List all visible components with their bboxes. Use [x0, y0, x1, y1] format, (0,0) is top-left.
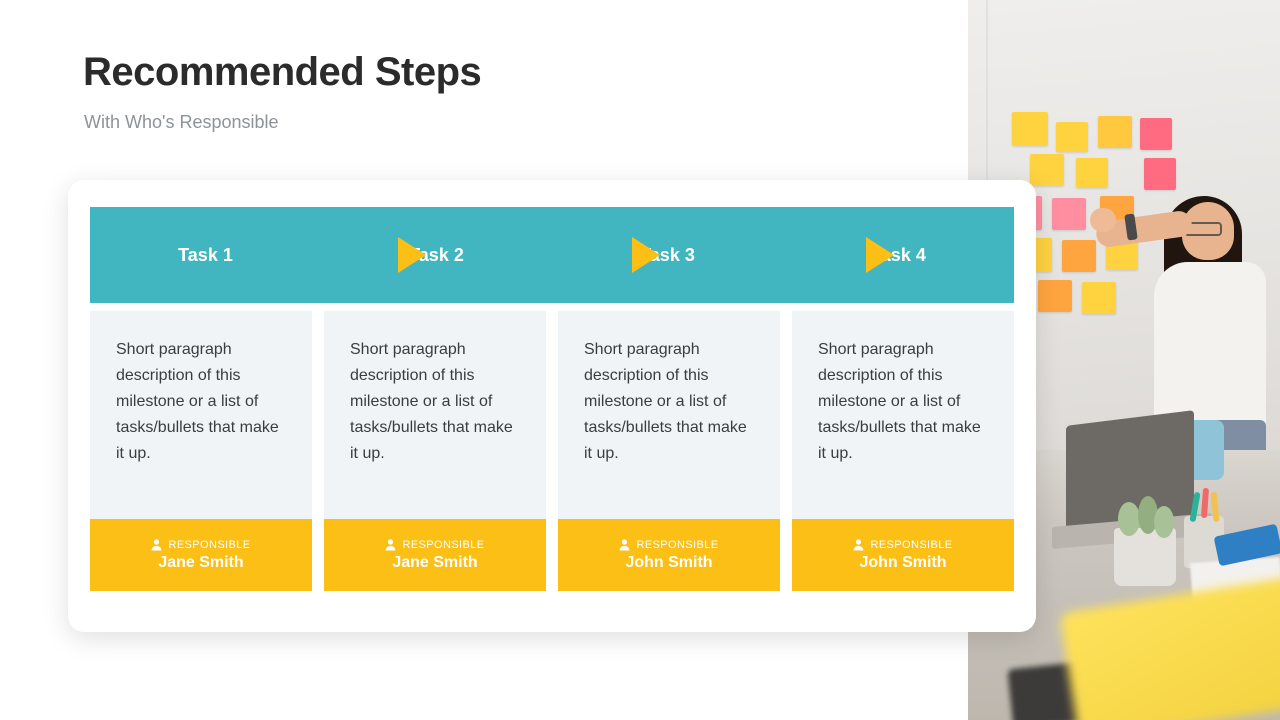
person-hand	[1090, 208, 1116, 232]
task-header-3: Task 3	[640, 244, 695, 265]
arrow-right-icon	[632, 237, 660, 273]
sticky-note	[1062, 240, 1096, 272]
step-description-1: Short paragraph description of this milestone or a list of tasks/bullets that make it up.	[90, 311, 312, 519]
responsible-header-3	[619, 539, 718, 551]
step-column-1	[90, 311, 312, 591]
sticky-note	[1082, 282, 1116, 314]
task-header-4: Task 4	[871, 244, 926, 265]
arrow-right-icon	[866, 237, 894, 273]
person-icon	[151, 539, 162, 551]
arrow-right-icon	[398, 237, 426, 273]
task-header-2: Task 2	[409, 244, 464, 265]
responsible-name-4: John Smith	[859, 553, 947, 571]
plant-leaf	[1118, 502, 1140, 536]
step-column-2	[324, 311, 546, 591]
step-column-3	[558, 311, 780, 591]
responsible-header-2	[385, 539, 484, 551]
task-header-band	[90, 207, 1014, 303]
sticky-note	[1076, 158, 1108, 188]
page-title: Recommended Steps	[83, 50, 482, 94]
responsible-label-2: RESPONSIBLE	[402, 538, 485, 551]
responsible-name-3: John Smith	[625, 553, 713, 571]
step-description-3: Short paragraph description of this milestone or a list of tasks/bullets that make it up.	[558, 311, 780, 519]
sticky-note	[1030, 154, 1064, 186]
steps-card	[68, 180, 1036, 632]
person-icon	[853, 539, 864, 551]
person-icon	[619, 539, 630, 551]
plant-leaf	[1154, 506, 1174, 538]
responsible-label-1: RESPONSIBLE	[168, 538, 251, 551]
step-description-4: Short paragraph description of this milestone or a list of tasks/bullets that make it up.	[792, 311, 1014, 519]
responsible-block-2	[324, 519, 546, 591]
sticky-note	[1038, 280, 1072, 312]
responsible-block-3	[558, 519, 780, 591]
responsible-name-1: Jane Smith	[158, 553, 244, 571]
responsible-header-4	[853, 539, 952, 551]
person-icon	[385, 539, 396, 551]
sticky-note	[1144, 158, 1176, 190]
responsible-block-1	[90, 519, 312, 591]
sticky-note	[1098, 116, 1132, 148]
step-description-2: Short paragraph description of this milestone or a list of tasks/bullets that make it up.	[324, 311, 546, 519]
page-subtitle: With Who's Responsible	[84, 112, 279, 132]
steps-table	[90, 207, 1014, 591]
sticky-note	[1056, 122, 1088, 152]
responsible-block-4	[792, 519, 1014, 591]
sticky-note	[1052, 198, 1086, 230]
responsible-label-4: RESPONSIBLE	[870, 538, 953, 551]
step-columns	[90, 311, 1014, 591]
step-column-4	[792, 311, 1014, 591]
responsible-name-2: Jane Smith	[392, 553, 478, 571]
sticky-note	[1012, 112, 1048, 146]
responsible-header-1	[151, 539, 250, 551]
responsible-label-3: RESPONSIBLE	[636, 538, 719, 551]
task-header-1: Task 1	[178, 244, 233, 265]
sticky-note	[1140, 118, 1172, 150]
